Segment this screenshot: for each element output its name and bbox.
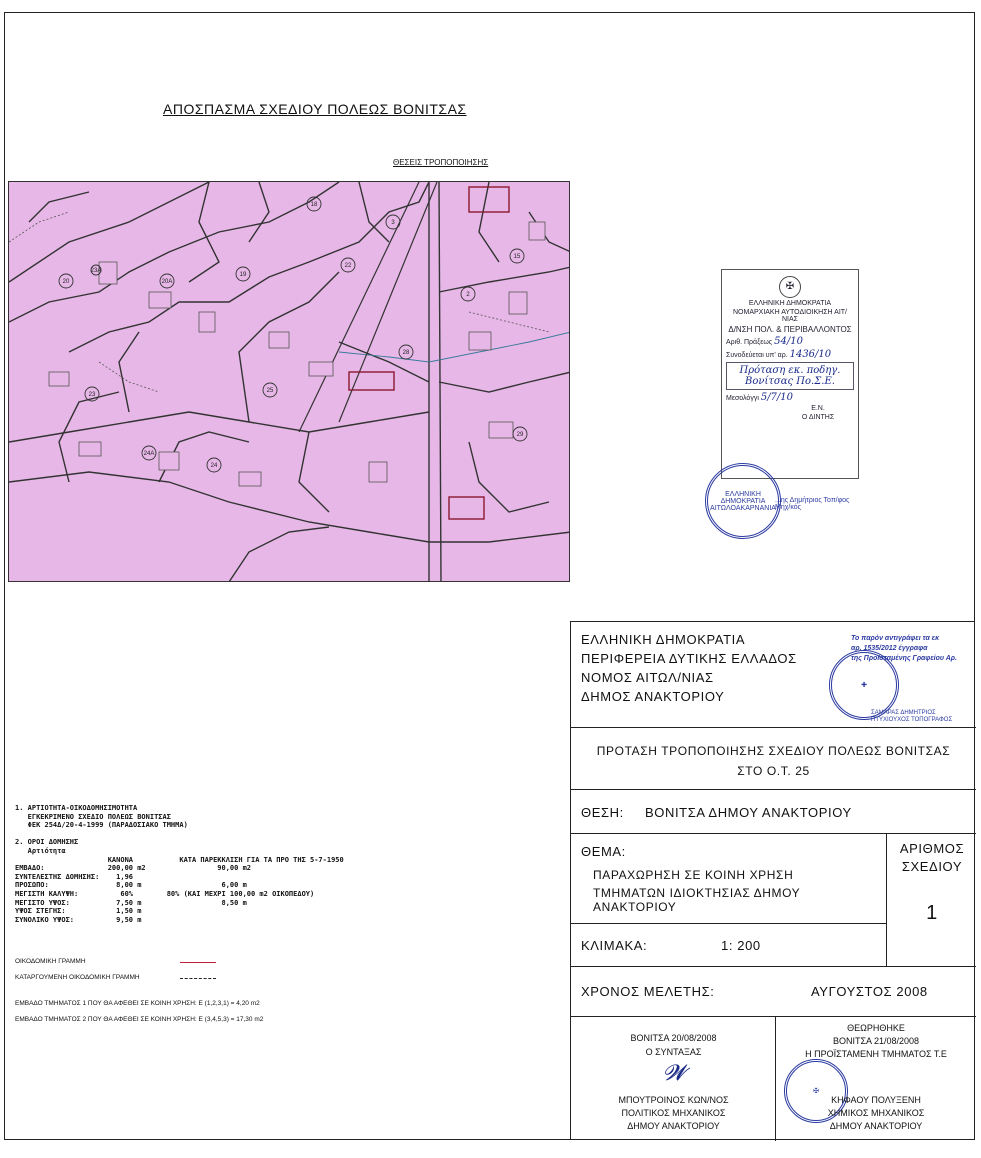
cert-line: Το παρόν αντιγράφει τα εκ: [851, 635, 940, 642]
location-label: ΘΕΣΗ:: [581, 805, 624, 820]
cert-line: της Προϊσταμένης Γραφείου Αρ.: [851, 655, 957, 662]
author-line: ΔΗΜΟΥ ΑΝΑΚΤΟΡΙΟΥ: [627, 1121, 720, 1131]
subject-row: [571, 834, 886, 924]
subject-line: ΤΜΗΜΑΤΩΝ ΙΔΙΟΚΤΗΣΙΑΣ ΔΗΜΟΥ ΑΝΑΚΤΟΡΙΟΥ: [593, 886, 801, 914]
map-label: ΘΕΣΕΙΣ ΤΡΟΠΟΠΟΙΗΣΗΣ: [393, 158, 489, 167]
scale-value: 1: 200: [721, 938, 761, 953]
map-block-number: 24: [210, 463, 218, 469]
handwritten-note: Πρόταση εκ. ποδηγ. Βονίτσας Πο.Σ.Ε.: [726, 362, 854, 390]
synod-label: Συνοδεύεται υπ' αρ.: [726, 352, 788, 359]
legend-dashed-line: [180, 978, 216, 979]
approver-line: ΒΟΝΙΤΣΑ 21/08/2008: [832, 1036, 920, 1046]
map-linework: [9, 182, 570, 582]
legend-line2-label: ΚΑΤΑΡΓΟΥΜΕΝΗ ΟΙΚΟΔΟΜΙΚΗ ΓΡΑΜΜΗ: [15, 974, 140, 981]
header-line: ΕΛΛΗΝΙΚΗ ΔΗΜΟΚΡΑΤΙΑ: [581, 632, 746, 647]
author-signature: 𝓦: [663, 1061, 687, 1086]
approver-cell: [776, 1017, 976, 1141]
header-line: ΠΕΡΙΦΕΡΕΙΑ ΔΥΤΙΚΗΣ ΕΛΛΑΔΟΣ: [581, 651, 797, 666]
map-block-number: 20Α: [161, 279, 173, 285]
signer-line: Ο ΔΙΝΤΗΣ: [801, 414, 835, 421]
building-terms-notes: 1. ΑΡΤΙΟΤΗΤΑ-ΟΙΚΟΔΟΜΗΣΙΜΟΤΗΤΑ ΕΓΚΕΚΡΙΜΕΝΟ ΣΧΕΔΙΟ ΠΟΛΕΩΣ ΒΟΝΙΤΣΑΣ ΦΕΚ 254Δ/20-4-1999 (ΠΑΡΑΔΟΣΙΑΚΟ ΤΜΗΜΑ) 2. ΟΡΟΙ ΔΟΜΗΣΗΣ Αρτιότητα ΚΑΝΟΝΑ ΚΑΤΑ ΠΑΡΕΚΚΛΙΣΗ ΓΙΑ ΤΑ ΠΡΟ ΤΗΣ 5-7-1950 ΕΜΒΑΔΟ: 200,00 m2 90,00 m2 ΣΥΝΤΕΛΕΣΤΗΣ ΔΟΜΗΣΗΣ: 1,96 ΠΡΟΣΩΠΟ: 8,00 m 6,00 m ΜΕΓΙΣΤΗ ΚΑΛΥΨΗ: 60% 80% (ΚΑΙ ΜΕΧΡΙ 100,00 m2 ΟΙΚΟΠΕΔΟΥ) ΜΕΓΙΣΤΟ ΥΨΟΣ: 7,50 m 8,50 m ΥΨΟΣ ΣΤΕΓΗΣ: 1,50 m ΣΥΝΟΛΙΚΟ ΥΨΟΣ: 9,50 m: [15, 804, 344, 924]
drawing-number-box: [886, 834, 976, 967]
title-block: [570, 621, 975, 1140]
subject-line: ΠΑΡΑΧΩΡΗΣΗ ΣΕ ΚΟΙΝΗ ΧΡΗΣΗ: [593, 868, 794, 882]
praxis-value: 54/10: [774, 336, 803, 347]
subject-label: ΘΕΜΑ:: [581, 844, 626, 859]
round-stamp: [705, 463, 781, 539]
time-row: [571, 967, 976, 1017]
map-block-number: 18: [310, 202, 318, 208]
cert-name-line: ΠΤΥΧΙΟΥΧΟΣ ΤΟΠΟΓΡΑΦΟΣ: [871, 717, 953, 723]
map-block-number: 28: [402, 350, 410, 356]
author-line: ΒΟΝΙΤΣΑ 20/08/2008: [630, 1033, 717, 1043]
author-line: ΜΠΟΥΤΡΟΙΝΟΣ ΚΩΝ/ΝΟΣ: [618, 1095, 729, 1105]
approver-round-stamp: ✠: [784, 1059, 848, 1123]
map-block-number: 25: [266, 388, 274, 394]
drawing-number-label: ΑΡΙΘΜΟΣ ΣΧΕΔΙΟΥ: [899, 841, 965, 874]
map-block-number: 20: [62, 279, 70, 285]
title-block-header: [571, 622, 976, 728]
signer-line: Ε.Ν.: [811, 405, 825, 412]
scale-label: ΚΛΙΜΑΚΑ:: [581, 938, 648, 953]
date-label: Μεσολόγγι: [726, 395, 759, 402]
scale-row: [571, 924, 886, 967]
author-line: Ο ΣΥΝΤΑΞΑΣ: [645, 1047, 702, 1057]
emblem-icon: ✠: [779, 276, 801, 298]
drawing-number: 1: [926, 902, 938, 924]
map-block-number: 3: [391, 220, 395, 226]
legend-area1: ΕΜΒΑΔΟ ΤΜΗΜΑΤΟΣ 1 ΠΟΥ ΘΑ ΑΦΕΘΕΙ ΣΕ ΚΟΙΝΗ ΧΡΗΣΗ: Ε (1,2,3,1) = 4,20 m2: [15, 1000, 260, 1007]
map-block-number: 24Α: [143, 451, 155, 457]
approval-stamp: [721, 269, 859, 479]
date-value: 5/7/10: [760, 392, 794, 403]
map-block-number: 29: [516, 432, 524, 438]
map-block-number: 15: [513, 254, 521, 260]
legend-red-line: [180, 962, 216, 963]
stamp-line: ΕΛΛΗΝΙΚΗ ΔΗΜΟΚΡΑΤΙΑ: [748, 300, 832, 307]
author-line: ΠΟΛΙΤΙΚΟΣ ΜΗΧΑΝΙΚΟΣ: [621, 1108, 726, 1118]
page-title: ΑΠΟΣΠΑΣΜΑ ΣΧΕΔΙΟΥ ΠΟΛΕΩΣ ΒΟΝΙΤΣΑΣ: [163, 101, 467, 117]
synod-value: 1436/10: [789, 349, 832, 360]
time-label: ΧΡΟΝΟΣ ΜΕΛΕΤΗΣ:: [581, 984, 715, 999]
map-block-number: 22: [344, 263, 352, 269]
stamp-line: ΝΟΜΑΡΧΙΑΚΗ ΑΥΤΟΔΙΟΙΚΗΣΗ ΑΙΤ/ΝΙΑΣ: [732, 309, 847, 323]
location-row: [571, 790, 976, 834]
map-block-number: 23: [88, 392, 96, 398]
cert-line: αρ. 1535/2012 έγγραφα: [851, 645, 928, 652]
map-block-number: 23Α: [90, 268, 102, 274]
proposal-row: [571, 728, 976, 790]
approver-line: ΚΗΦΑΟΥ ΠΟΛΥΞΕΝΗ: [831, 1095, 921, 1105]
stamp-line: Δ/ΝΣΗ ΠΟΛ. & ΠΕΡΙΒΑΛΛΟΝΤΟΣ: [728, 325, 852, 334]
header-line: ΔΗΜΟΣ ΑΝΑΚΤΟΡΙΟΥ: [581, 689, 725, 704]
time-value: ΑΥΓΟΥΣΤΟΣ 2008: [811, 984, 928, 999]
cadastral-map: [8, 181, 570, 582]
map-block-number: 19: [239, 272, 247, 278]
approver-line: ΔΗΜΟΥ ΑΝΑΚΤΟΡΙΟΥ: [829, 1121, 923, 1131]
cert-name-line: ΣΑΜΑΡΑΣ ΔΗΜΗΤΡΙΟΣ: [871, 710, 936, 716]
legend-line1-label: ΟΙΚΟΔΟΜΙΚΗ ΓΡΑΜΜΗ: [15, 958, 86, 965]
map-block-number: 2: [466, 292, 470, 298]
proposal-subtitle: ΣΤΟ Ο.Τ. 25: [737, 764, 810, 778]
approver-line: ΘΕΩΡΗΘΗΚΕ: [847, 1023, 905, 1033]
approver-line: ΧΗΜΙΚΟΣ ΜΗΧΑΝΙΚΟΣ: [827, 1108, 925, 1118]
round-stamp-text: ΕΛΛΗΝΙΚΗ ΔΗΜΟΚΡΑΤΙΑ ΑΙΤΩΛΟΑΚΑΡΝΑΝΙΑ: [710, 490, 776, 512]
stamp-name: ...ης Δημήτριος Τοπ/φος Μηχ/κός: [775, 497, 850, 511]
cert-round-stamp: ✚: [829, 650, 899, 720]
author-cell: [571, 1017, 776, 1141]
praxis-label: Αριθ. Πράξεως: [726, 339, 773, 346]
legend-area2: ΕΜΒΑΔΟ ΤΜΗΜΑΤΟΣ 2 ΠΟΥ ΘΑ ΑΦΕΘΕΙ ΣΕ ΚΟΙΝΗ ΧΡΗΣΗ: Ε (3,4,5,3) = 17,30 m2: [15, 1016, 264, 1023]
location-value: ΒΟΝΙΤΣΑ ΔΗΜΟΥ ΑΝΑΚΤΟΡΙΟΥ: [645, 805, 852, 820]
approver-line: Η ΠΡΟΪΣΤΑΜΕΝΗ ΤΜΗΜΑΤΟΣ Τ.Ε: [805, 1049, 947, 1059]
proposal-title: ΠΡΟΤΑΣΗ ΤΡΟΠΟΠΟΙΗΣΗΣ ΣΧΕΔΙΟΥ ΠΟΛΕΩΣ ΒΟΝΙΤΣΑΣ: [596, 744, 951, 758]
header-line: ΝΟΜΟΣ ΑΙΤΩΛ/ΝΙΑΣ: [581, 670, 714, 685]
